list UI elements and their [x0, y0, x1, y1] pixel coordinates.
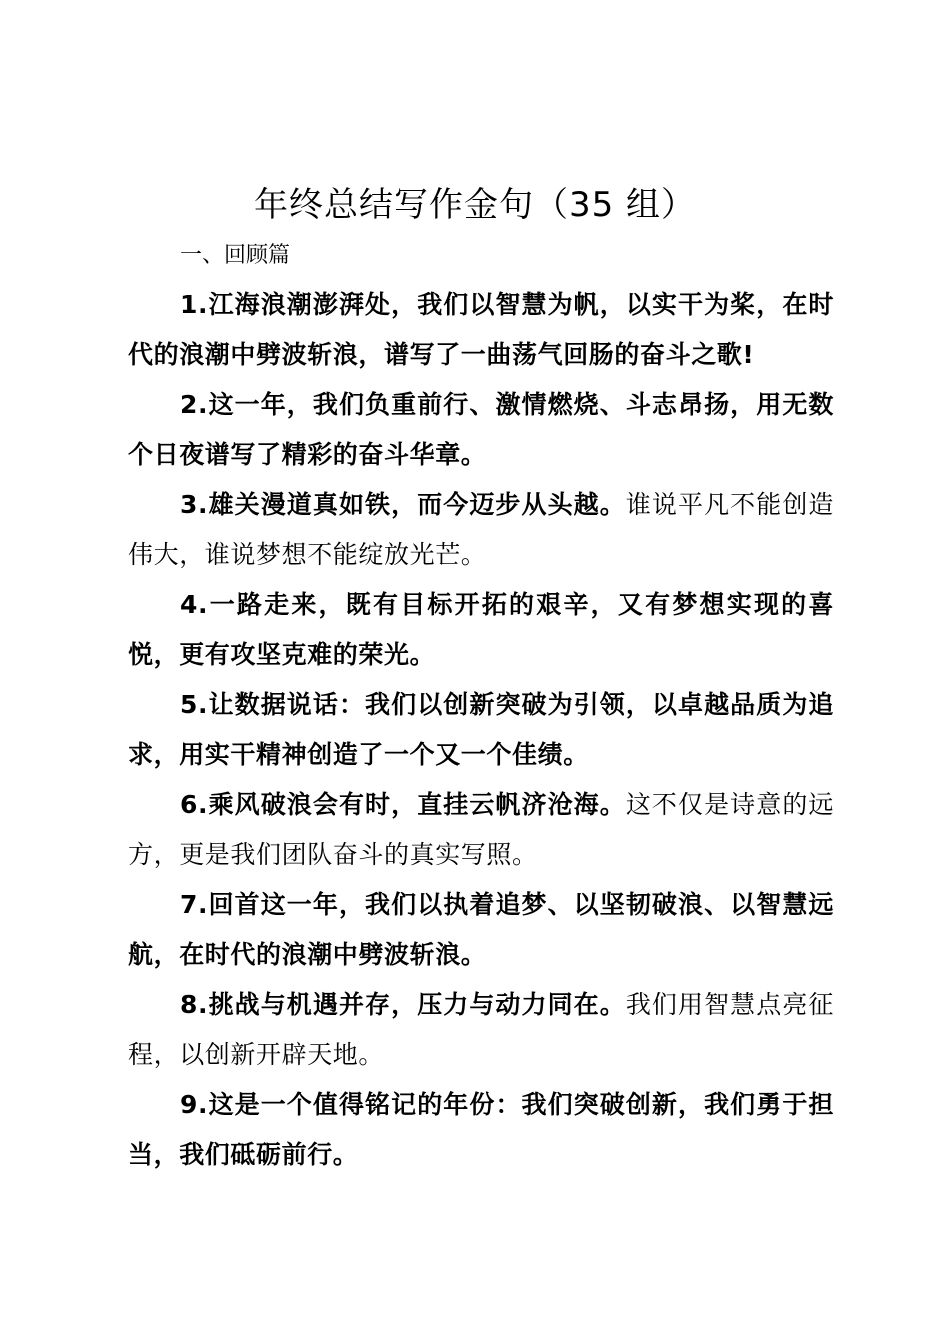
item-lead: 3.雄关漫道真如铁，而今迈步从头越。: [180, 490, 626, 519]
list-item: [128, 680, 834, 780]
page-title: 年终总结写作金句（35 组）: [253, 185, 697, 225]
list-item: [128, 380, 834, 480]
item-rest: 谁说平凡不能创造伟大，谁说梦想不能绽放光芒。: [128, 490, 834, 569]
list-item: [128, 1080, 834, 1180]
item-lead: 8.挑战与机遇并存，压力与动力同在。: [180, 990, 626, 1019]
item-list: [128, 280, 834, 1180]
item-lead: 1.江海浪潮澎湃处，我们以智慧为帆，以实干为桨，在时代的浪潮中劈波斩浪，谱写了一曲荡气回肠的奋斗之歌!: [128, 290, 834, 369]
item-lead: 2.这一年，我们负重前行、激情燃烧、斗志昂扬，用无数个日夜谱写了精彩的奋斗华章。: [128, 390, 834, 469]
list-item: [128, 580, 834, 680]
item-rest: 这不仅是诗意的远方，更是我们团队奋斗的真实写照。: [128, 790, 834, 869]
list-item: [128, 280, 834, 380]
item-lead: 6.乘风破浪会有时，直挂云帆济沧海。: [180, 790, 626, 819]
item-lead: 5.让数据说话：我们以创新突破为引领，以卓越品质为追求，用实干精神创造了一个又一个佳绩。: [128, 690, 834, 769]
item-lead: 9.这是一个值得铭记的年份：我们突破创新，我们勇于担当，我们砥砺前行。: [128, 1090, 834, 1169]
item-lead: 4.一路走来，既有目标开拓的艰辛，又有梦想实现的喜悦，更有攻坚克难的荣光。: [128, 590, 834, 669]
list-item: [128, 780, 834, 880]
list-item: [128, 880, 834, 980]
list-item: [128, 980, 834, 1080]
section-heading: 一、回顾篇: [180, 243, 291, 268]
item-rest: 我们用智慧点亮征程，以创新开辟天地。: [128, 990, 834, 1069]
list-item: [128, 480, 834, 580]
item-lead: 7.回首这一年，我们以执着追梦、以坚韧破浪、以智慧远航，在时代的浪潮中劈波斩浪。: [128, 890, 834, 969]
